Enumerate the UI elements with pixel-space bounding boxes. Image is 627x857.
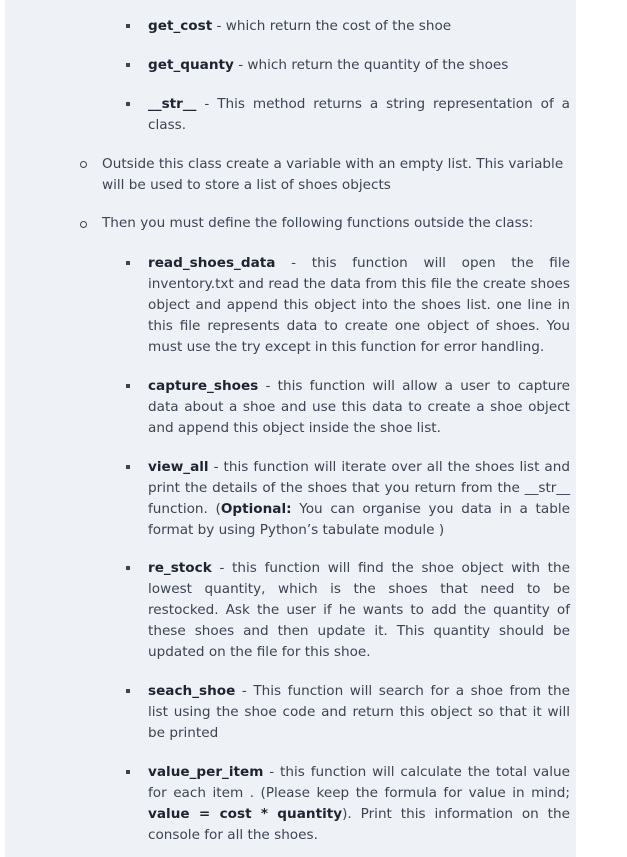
outer-item-shoe-list: [102, 154, 570, 196]
bullet-icon: [126, 465, 130, 469]
function-name: seach_shoe: [148, 683, 236, 699]
optional-label: Optional:: [220, 501, 292, 517]
method-name: get_cost: [148, 18, 213, 34]
function-name: value_per_item: [148, 764, 264, 780]
method-desc: - which return the quantity of the shoes: [233, 57, 509, 73]
function-desc: - This function will search for a shoe from the list using the shoe code and return this object so that it will be printed: [148, 683, 570, 741]
function-desc: - this function will calculate the total value for each item . (Please keep the formula for value in mind;: [148, 764, 570, 801]
bullet-icon: [126, 770, 130, 774]
bullet-icon: [126, 689, 130, 693]
content-panel: [5, 0, 576, 857]
circle-bullet-icon: [80, 221, 87, 228]
function-item-value-per-item: [148, 762, 570, 846]
bullet-icon: [126, 63, 130, 67]
function-desc: - this function will find the shoe object with the lowest quantity, which is the shoes that need to be restocked. Ask the user if he wants to add the quantity of these shoes and then update it. This quantity should be updated on the file for this shoe.: [148, 560, 570, 660]
function-item-seach-shoe: [148, 681, 570, 744]
method-item-get-cost: [148, 16, 570, 37]
method-name: __str__: [148, 96, 197, 112]
bullet-icon: [126, 261, 130, 265]
outer-item-define-functions: [102, 213, 570, 234]
function-item-re-stock: [148, 558, 570, 663]
function-name: capture_shoes: [148, 378, 259, 394]
method-item-get-quanty: [148, 55, 570, 76]
bullet-icon: [126, 384, 130, 388]
bullet-icon: [126, 566, 130, 570]
method-desc: - which return the cost of the shoe: [212, 18, 452, 34]
function-desc: - this function will open the file inventory.txt and read the data from this file the create shoes object and append this object into the shoes list. one line in this file represents data to create one object of shoes. You must use the try except in this function for error handling.: [148, 255, 570, 355]
function-desc-cont: You can organise you data in a table format by using Python’s tabulate module ): [148, 501, 570, 538]
method-desc: - This method returns a string representation of a class.: [148, 96, 570, 133]
outer-item-text: Then you must define the following functions outside the class:: [102, 215, 534, 231]
function-name: re_stock: [148, 560, 212, 576]
circle-bullet-icon: [80, 161, 87, 168]
function-desc: - this function will iterate over all the shoes list and print the details of the shoes that you return from the __str__ function. (: [148, 459, 570, 517]
function-item-read-shoes-data: [148, 253, 570, 358]
method-item-str: [148, 94, 570, 136]
formula-text: value = cost * quantity: [148, 806, 343, 822]
function-name: read_shoes_data: [148, 255, 276, 271]
bullet-icon: [126, 102, 130, 106]
method-name: get_quanty: [148, 57, 234, 73]
function-name: view_all: [148, 459, 209, 475]
bullet-icon: [126, 24, 130, 28]
function-item-capture-shoes: [148, 376, 570, 439]
function-desc-cont: ). Print this information on the console for all the shoes.: [148, 806, 570, 843]
outer-item-text: Outside this class create a variable with an empty list. This variable will be used to store a list of shoes objects: [102, 156, 564, 193]
function-desc: - this function will allow a user to capture data about a shoe and use this data to create a shoe object and append this object inside the shoe list.: [148, 378, 570, 436]
function-item-view-all: [148, 457, 570, 541]
